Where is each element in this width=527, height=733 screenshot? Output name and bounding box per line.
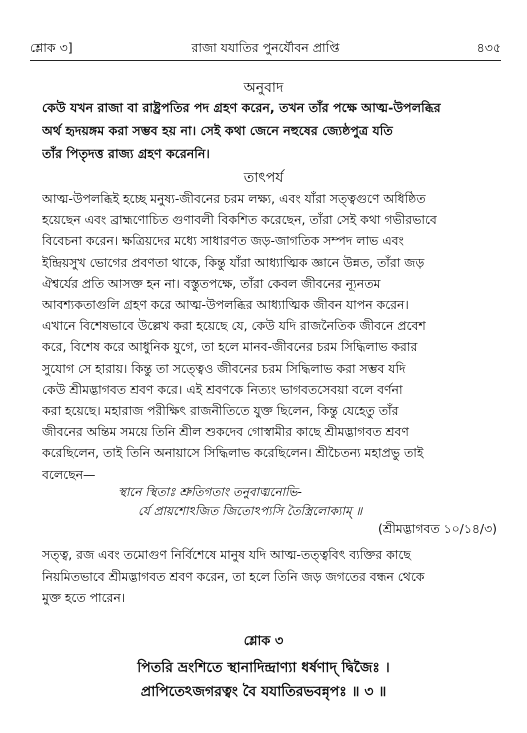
- purport-line: কেউ শ্রীমদ্ভাগবত শ্রবণ করে। এই শ্রবণকে নিত্যং ভাগবতসেবয়া বলে বর্ণনা: [42, 381, 403, 397]
- purport-line: ঐশ্বর্যের প্রতি আসক্ত হন না। বস্তুতপক্ষে, তাঁরা কেবল জীবনের ন্যূনতম: [42, 275, 381, 291]
- purport-line: বিবেচনা করেন। ক্ষত্রিয়দের মধ্যে সাধারণত জড়-জাগতিক সম্পদ লাভ এবং: [42, 233, 404, 249]
- closing-line: সত্ত্ব, রজ এবং তমোগুণ নির্বিশেষে মানুষ যদি আত্ম-তত্ত্ববিৎ ব্যক্তির কাছে: [42, 547, 411, 562]
- purport-line: করে, বিশেষ করে আধুনিক যুগে, তা হলে মানব-জীবনের চরম সিদ্ধিলাভ করার: [42, 339, 418, 355]
- purport-line: করেছিলেন, তাই তিনি অনায়াসে সিদ্ধিলাভ করেছিলেন। শ্রীচৈতন্য মহাপ্রভু তাই: [42, 445, 424, 461]
- quote-reference: (শ্রীমদ্ভাগবত ১০/১৪/৩): [378, 521, 497, 536]
- purport-line: জীবনের অন্তিম সময়ে তিনি শ্রীল শুকদেব গোস্বামীর কাছে শ্রীমদ্ভাগবত শ্রবণ: [42, 424, 409, 440]
- closing-line: নিয়মিতভাবে শ্রীমদ্ভাগবত শ্রবণ করেন, তা হলে তিনি জড় জগতের বন্ধন থেকে: [42, 568, 425, 584]
- header-page-number: ৪৩৫: [476, 40, 501, 55]
- next-verse-heading: শ্লোক ৩: [243, 634, 284, 649]
- purport-line: হয়েছেন এবং ব্রাহ্মণোচিত গুণাবলী বিকশিত করেছেন, তাঁরা সেই কথা গভীরভাবে: [42, 212, 437, 228]
- verse-line-2: প্রাপিতেঽজগরত্বং বৈ যযাতিরভবন্নৃপঃ ॥ ৩ ॥: [140, 684, 387, 700]
- header-verse-ref: শ্লোক ৩]: [30, 40, 73, 55]
- purport-line: ইন্দ্রিয়সুখ ভোগের প্রবণতা থাকে, কিন্তু যাঁরা আধ্যাত্মিক জ্ঞানে উন্নত, তাঁরা জড়: [42, 254, 425, 270]
- quote-line-2: র্যে প্রায়শোঽজিত জিতোঽপ্যসি তৈস্ত্রিলোক্যাম্ ॥: [138, 504, 363, 518]
- header-chapter-title: রাজা যযাতির পুনর্যৌবন প্রাপ্তি: [191, 40, 340, 55]
- purport-line: করা হয়েছে। মহারাজ পরীক্ষিৎ রাজনীতিতে যুক্ত ছিলেন, কিন্তু যেহেতু তাঁর: [42, 403, 399, 419]
- purport-heading: তাৎপর্য: [243, 170, 284, 186]
- translation-line: তাঁর পিতৃদত্ত রাজ্য গ্রহণ করেননি।: [42, 146, 210, 161]
- translation-paragraph: [42, 96, 499, 165]
- quote-line-1: স্থানে স্থিতাঃ শ্রুতিগতাং তনুবাঙ্মনোভি-: [118, 485, 302, 499]
- purport-line: আবশ্যকতাগুলি গ্রহণ করে আত্ম-উপলব্ধির আধ্যাত্মিক জীবন যাপন করেন।: [42, 297, 409, 313]
- purport-line: আত্ম-উপলব্ধিই হচ্ছে মনুষ্য-জীবনের চরম লক্ষ্য, এবং যাঁরা সত্ত্বগুণে অধিষ্ঠিত: [42, 191, 426, 206]
- translation-line: অর্থ হৃদয়ঙ্গম করা সম্ভব হয় না। সেই কথা জেনে নহুষের জ্যেষ্ঠপুত্র যতি: [42, 123, 393, 138]
- running-header: [30, 40, 501, 61]
- verse-line-1: পিতরি ভ্রংশিতে স্থানাদিন্দ্রাণ্যা ধর্ষণাদ্ দ্বিজৈঃ ।: [137, 660, 390, 676]
- purport-line: সুযোগ সে হারায়। কিন্তু তা সত্ত্বেও জীবনের চরম সিদ্ধিলাভ করা সম্ভব যদি: [42, 360, 406, 376]
- purport-paragraph: [42, 188, 499, 485]
- closing-paragraph: [42, 544, 499, 609]
- purport-line: বলেছেন—: [42, 466, 96, 482]
- translation-heading: অনুবাদ: [243, 80, 284, 96]
- translation-line: কেউ যখন রাজা বা রাষ্ট্রপতির পদ গ্রহণ করেন, তখন তাঁর পক্ষে আত্ম-উপলব্ধির: [42, 100, 441, 115]
- purport-line: এখানে বিশেষভাবে উল্লেখ করা হয়েছে যে, কেউ যদি রাজনৈতিক জীবনে প্রবেশ: [42, 318, 426, 334]
- closing-line: মুক্ত হতে পারেন।: [42, 590, 126, 605]
